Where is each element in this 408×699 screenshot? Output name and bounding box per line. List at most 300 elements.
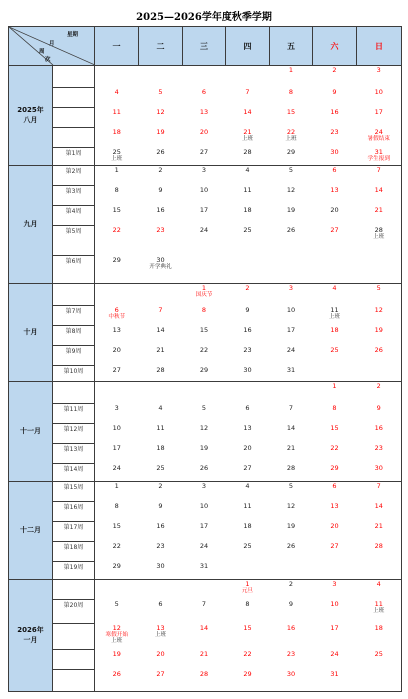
corner-num-label: 次 — [45, 57, 51, 63]
day-number: 1 — [332, 382, 337, 390]
day-note-secondary: 上班 — [111, 638, 123, 645]
day-cell — [313, 382, 357, 404]
day-number: 9 — [158, 185, 163, 194]
day-note: 暑假结束 — [367, 135, 390, 142]
day-number: 11 — [243, 501, 252, 510]
day-cell — [226, 306, 270, 326]
day-cell — [139, 444, 183, 464]
day-number: 20 — [330, 205, 339, 214]
day-number: 12 — [156, 107, 165, 116]
day-number: 18 — [243, 521, 252, 530]
day-cell — [95, 670, 139, 692]
week-row — [9, 326, 402, 346]
day-number: 29 — [330, 463, 339, 472]
month-label: 九月 — [9, 166, 53, 284]
day-cell — [313, 148, 357, 166]
week-row — [9, 226, 402, 256]
day-number: 15 — [112, 205, 121, 214]
day-number: 8 — [114, 185, 119, 194]
day-number: 16 — [374, 423, 383, 432]
day-number: 16 — [330, 107, 339, 116]
day-cell — [313, 464, 357, 482]
day-number: 19 — [112, 649, 121, 658]
day-number: 27 — [112, 365, 121, 374]
day-number: 12 — [199, 423, 209, 432]
day-cell — [226, 346, 270, 366]
day-cell — [226, 186, 270, 206]
day-cell — [139, 670, 183, 692]
day-number: 15 — [112, 521, 121, 530]
day-number: 9 — [288, 599, 294, 608]
week-row — [9, 382, 402, 404]
day-cell — [95, 326, 139, 346]
day-number: 24 — [330, 649, 339, 658]
day-cell — [270, 464, 313, 482]
day-number: 5 — [158, 87, 163, 96]
day-number: 12 — [374, 305, 383, 314]
weekday-header: 五 — [270, 27, 313, 66]
day-number: 20 — [112, 345, 121, 354]
day-number: 1 — [245, 580, 250, 588]
day-cell — [357, 128, 402, 148]
day-cell — [139, 284, 183, 306]
day-cell — [270, 186, 313, 206]
week-row — [9, 186, 402, 206]
day-number: 18 — [156, 443, 165, 452]
week-number: 第11周 — [53, 404, 95, 424]
day-cell — [313, 128, 357, 148]
day-note: 学生报到 — [367, 155, 390, 162]
week-row — [9, 256, 402, 284]
day-cell — [139, 108, 183, 128]
day-number: 8 — [288, 87, 294, 96]
day-cell — [313, 670, 357, 692]
week-row — [9, 444, 402, 464]
day-cell — [313, 404, 357, 424]
day-number: 26 — [156, 147, 165, 156]
day-number: 7 — [288, 403, 294, 412]
day-number: 29 — [243, 669, 252, 678]
day-number: 30 — [156, 561, 165, 570]
week-number — [53, 284, 95, 306]
day-number: 28 — [286, 463, 296, 472]
day-cell — [270, 444, 313, 464]
day-number: 13 — [330, 185, 339, 194]
day-number: 2 — [288, 580, 294, 588]
day-number: 8 — [201, 305, 207, 314]
day-number: 19 — [286, 205, 296, 214]
week-row — [9, 148, 402, 166]
week-number: 第10周 — [53, 366, 95, 382]
day-cell — [270, 226, 313, 256]
day-cell — [357, 382, 402, 404]
day-cell — [357, 108, 402, 128]
day-cell — [357, 326, 402, 346]
day-cell — [139, 66, 183, 88]
day-number: 6 — [245, 403, 250, 412]
day-number: 11 — [243, 185, 252, 194]
day-cell — [95, 366, 139, 382]
day-cell — [270, 66, 313, 88]
day-number: 20 — [199, 127, 209, 136]
day-cell — [95, 624, 139, 650]
day-cell — [313, 256, 357, 284]
day-number: 1 — [201, 284, 207, 292]
day-number: 17 — [330, 623, 339, 632]
day-number: 12 — [286, 501, 296, 510]
day-cell — [270, 522, 313, 542]
day-note: 开学典礼 — [149, 263, 172, 270]
day-number: 3 — [114, 403, 119, 412]
day-cell — [95, 206, 139, 226]
day-cell — [226, 66, 270, 88]
week-row — [9, 502, 402, 522]
day-cell — [139, 148, 183, 166]
day-number: 31 — [330, 669, 339, 678]
day-cell — [313, 284, 357, 306]
day-cell — [139, 256, 183, 284]
day-cell — [95, 464, 139, 482]
week-number — [53, 108, 95, 128]
weekday-header: 三 — [183, 27, 226, 66]
day-number: 7 — [201, 599, 207, 608]
day-cell — [139, 482, 183, 502]
corner-weekday-label: 星期 — [67, 32, 79, 38]
day-cell — [139, 424, 183, 444]
day-number: 24 — [374, 127, 383, 136]
semester-calendar-table — [8, 26, 402, 692]
day-cell — [313, 542, 357, 562]
week-row — [9, 66, 402, 88]
day-cell — [95, 522, 139, 542]
day-number: 3 — [376, 66, 381, 74]
day-number: 10 — [199, 501, 209, 510]
day-cell — [95, 226, 139, 256]
day-cell — [183, 650, 226, 670]
day-cell — [270, 256, 313, 284]
day-number: 24 — [199, 225, 209, 234]
day-cell — [95, 404, 139, 424]
day-cell — [357, 256, 402, 284]
day-cell — [226, 650, 270, 670]
week-number: 第14周 — [53, 464, 95, 482]
week-row — [9, 284, 402, 306]
day-cell — [357, 306, 402, 326]
day-number: 24 — [286, 345, 296, 354]
day-cell — [357, 284, 402, 306]
day-cell — [270, 206, 313, 226]
week-number: 第7周 — [53, 306, 95, 326]
day-cell — [357, 562, 402, 580]
day-number: 8 — [114, 501, 119, 510]
day-cell — [313, 226, 357, 256]
day-number: 7 — [245, 87, 250, 96]
day-number: 16 — [156, 521, 165, 530]
day-number: 31 — [286, 365, 296, 374]
day-number: 20 — [330, 521, 339, 530]
day-cell — [270, 382, 313, 404]
week-number: 第2周 — [53, 166, 95, 186]
day-cell — [183, 166, 226, 186]
day-cell — [183, 600, 226, 624]
day-cell — [139, 206, 183, 226]
day-number: 19 — [374, 325, 383, 334]
month-label: 十一月 — [9, 382, 53, 482]
day-cell — [357, 542, 402, 562]
week-row — [9, 108, 402, 128]
day-cell — [183, 326, 226, 346]
day-number: 21 — [156, 345, 165, 354]
day-number: 18 — [330, 325, 339, 334]
day-cell — [183, 444, 226, 464]
day-number: 22 — [330, 443, 339, 452]
day-number: 11 — [112, 107, 121, 116]
day-number: 25 — [330, 345, 339, 354]
day-number: 5 — [114, 599, 119, 608]
day-number: 26 — [112, 669, 121, 678]
day-number: 31 — [374, 147, 383, 156]
day-cell — [226, 166, 270, 186]
day-cell — [313, 522, 357, 542]
day-cell — [226, 670, 270, 692]
week-row — [9, 482, 402, 502]
day-cell — [139, 404, 183, 424]
day-cell — [313, 108, 357, 128]
day-number: 17 — [374, 107, 383, 116]
day-cell — [183, 66, 226, 88]
day-cell — [139, 88, 183, 108]
day-number: 25 — [374, 649, 383, 658]
week-row — [9, 404, 402, 424]
day-cell — [226, 284, 270, 306]
day-cell — [313, 580, 357, 600]
day-cell — [270, 670, 313, 692]
day-cell — [183, 366, 226, 382]
week-row — [9, 88, 402, 108]
day-number: 7 — [158, 305, 163, 314]
day-number: 19 — [286, 521, 296, 530]
week-row — [9, 206, 402, 226]
day-number: 2 — [245, 284, 250, 292]
day-number: 30 — [286, 669, 296, 678]
day-cell — [357, 206, 402, 226]
day-number: 15 — [199, 325, 209, 334]
day-cell — [226, 108, 270, 128]
day-number: 21 — [243, 127, 252, 136]
day-cell — [226, 88, 270, 108]
day-number: 24 — [112, 463, 121, 472]
day-cell — [139, 128, 183, 148]
day-note: 上班 — [373, 607, 385, 614]
day-number: 13 — [330, 501, 339, 510]
day-cell — [95, 650, 139, 670]
day-cell — [95, 444, 139, 464]
day-number: 27 — [330, 541, 339, 550]
day-number: 26 — [286, 225, 296, 234]
day-cell — [270, 650, 313, 670]
day-cell — [183, 186, 226, 206]
day-cell — [95, 66, 139, 88]
day-cell — [357, 88, 402, 108]
day-number: 11 — [330, 305, 339, 314]
day-cell — [313, 444, 357, 464]
day-cell — [270, 404, 313, 424]
week-number: 第3周 — [53, 186, 95, 206]
day-cell — [357, 650, 402, 670]
day-cell — [270, 542, 313, 562]
day-number: 13 — [156, 623, 165, 632]
day-number: 20 — [156, 649, 165, 658]
day-number: 25 — [156, 463, 165, 472]
day-number: 2 — [158, 166, 163, 174]
day-cell — [313, 366, 357, 382]
day-number: 30 — [330, 147, 339, 156]
day-note: 上班 — [154, 631, 167, 638]
day-cell — [95, 562, 139, 580]
day-cell — [139, 226, 183, 256]
day-cell — [183, 562, 226, 580]
day-number: 17 — [112, 443, 121, 452]
day-cell — [183, 482, 226, 502]
day-number: 25 — [243, 541, 252, 550]
day-number: 4 — [245, 482, 250, 490]
month-label: 2025年 八月 — [9, 66, 53, 166]
day-cell — [226, 464, 270, 482]
day-cell — [313, 88, 357, 108]
day-number: 23 — [330, 127, 339, 136]
day-number: 12 — [112, 623, 121, 632]
day-number: 13 — [199, 107, 209, 116]
day-cell — [357, 424, 402, 444]
day-number: 4 — [158, 403, 163, 412]
day-cell — [95, 148, 139, 166]
day-cell — [313, 206, 357, 226]
day-cell — [139, 562, 183, 580]
week-number — [53, 650, 95, 670]
day-cell — [226, 424, 270, 444]
day-number: 4 — [245, 166, 250, 174]
week-row — [9, 562, 402, 580]
week-number: 第8周 — [53, 326, 95, 346]
day-number: 5 — [376, 284, 381, 292]
week-number — [53, 670, 95, 692]
week-row — [9, 306, 402, 326]
day-number: 17 — [199, 521, 209, 530]
day-cell — [95, 256, 139, 284]
day-number: 25 — [112, 147, 121, 156]
day-cell — [270, 108, 313, 128]
day-number: 26 — [199, 463, 209, 472]
day-number: 14 — [199, 623, 209, 632]
week-row — [9, 600, 402, 624]
day-number: 5 — [288, 166, 294, 174]
day-cell — [139, 522, 183, 542]
day-cell — [226, 326, 270, 346]
day-cell — [226, 256, 270, 284]
day-number: 6 — [158, 599, 163, 608]
day-cell — [95, 424, 139, 444]
day-cell — [313, 562, 357, 580]
month-label: 2026年 一月 — [9, 580, 53, 692]
day-number: 22 — [112, 225, 121, 234]
day-number: 20 — [243, 443, 252, 452]
day-number: 16 — [156, 205, 165, 214]
day-number: 17 — [199, 205, 209, 214]
day-number: 6 — [332, 482, 337, 490]
day-number: 5 — [288, 482, 294, 490]
day-cell — [95, 284, 139, 306]
day-cell — [313, 346, 357, 366]
day-number: 13 — [112, 325, 121, 334]
day-number: 3 — [288, 284, 294, 292]
day-number: 15 — [243, 623, 252, 632]
week-number: 第17周 — [53, 522, 95, 542]
day-cell — [183, 88, 226, 108]
day-cell — [226, 148, 270, 166]
day-number: 29 — [199, 365, 209, 374]
month-label: 十月 — [9, 284, 53, 382]
week-number: 第4周 — [53, 206, 95, 226]
day-cell — [139, 382, 183, 404]
day-number: 29 — [286, 147, 296, 156]
day-number: 26 — [374, 345, 383, 354]
day-cell — [226, 624, 270, 650]
day-cell — [226, 542, 270, 562]
day-cell — [226, 366, 270, 382]
day-number: 14 — [156, 325, 165, 334]
day-cell — [95, 88, 139, 108]
day-cell — [139, 624, 183, 650]
day-cell — [313, 600, 357, 624]
day-number: 22 — [243, 649, 252, 658]
day-cell — [270, 482, 313, 502]
day-number: 27 — [330, 225, 339, 234]
day-cell — [183, 404, 226, 424]
day-number: 29 — [112, 255, 121, 264]
day-cell — [95, 186, 139, 206]
corner-week-label: 周 — [39, 49, 45, 55]
week-number: 第18周 — [53, 542, 95, 562]
day-number: 6 — [114, 305, 119, 314]
day-note: 上班 — [328, 313, 341, 320]
day-cell — [226, 600, 270, 624]
day-cell — [226, 482, 270, 502]
day-number: 23 — [156, 225, 165, 234]
day-cell — [357, 226, 402, 256]
day-note: 上班 — [373, 233, 385, 240]
week-row — [9, 670, 402, 692]
day-cell — [270, 366, 313, 382]
day-number: 14 — [374, 501, 383, 510]
day-cell — [357, 464, 402, 482]
day-number: 6 — [201, 87, 207, 96]
day-cell — [357, 600, 402, 624]
day-cell — [95, 502, 139, 522]
weekday-header: 二 — [139, 27, 183, 66]
day-number: 6 — [332, 166, 337, 174]
day-number: 11 — [156, 423, 165, 432]
day-cell — [95, 600, 139, 624]
week-number — [53, 580, 95, 600]
day-cell — [226, 226, 270, 256]
day-cell — [226, 444, 270, 464]
day-number: 28 — [156, 365, 165, 374]
day-note: 国庆节 — [195, 292, 213, 299]
day-cell — [139, 650, 183, 670]
day-number: 15 — [330, 423, 339, 432]
day-number: 30 — [243, 365, 252, 374]
week-number: 第6周 — [53, 256, 95, 284]
